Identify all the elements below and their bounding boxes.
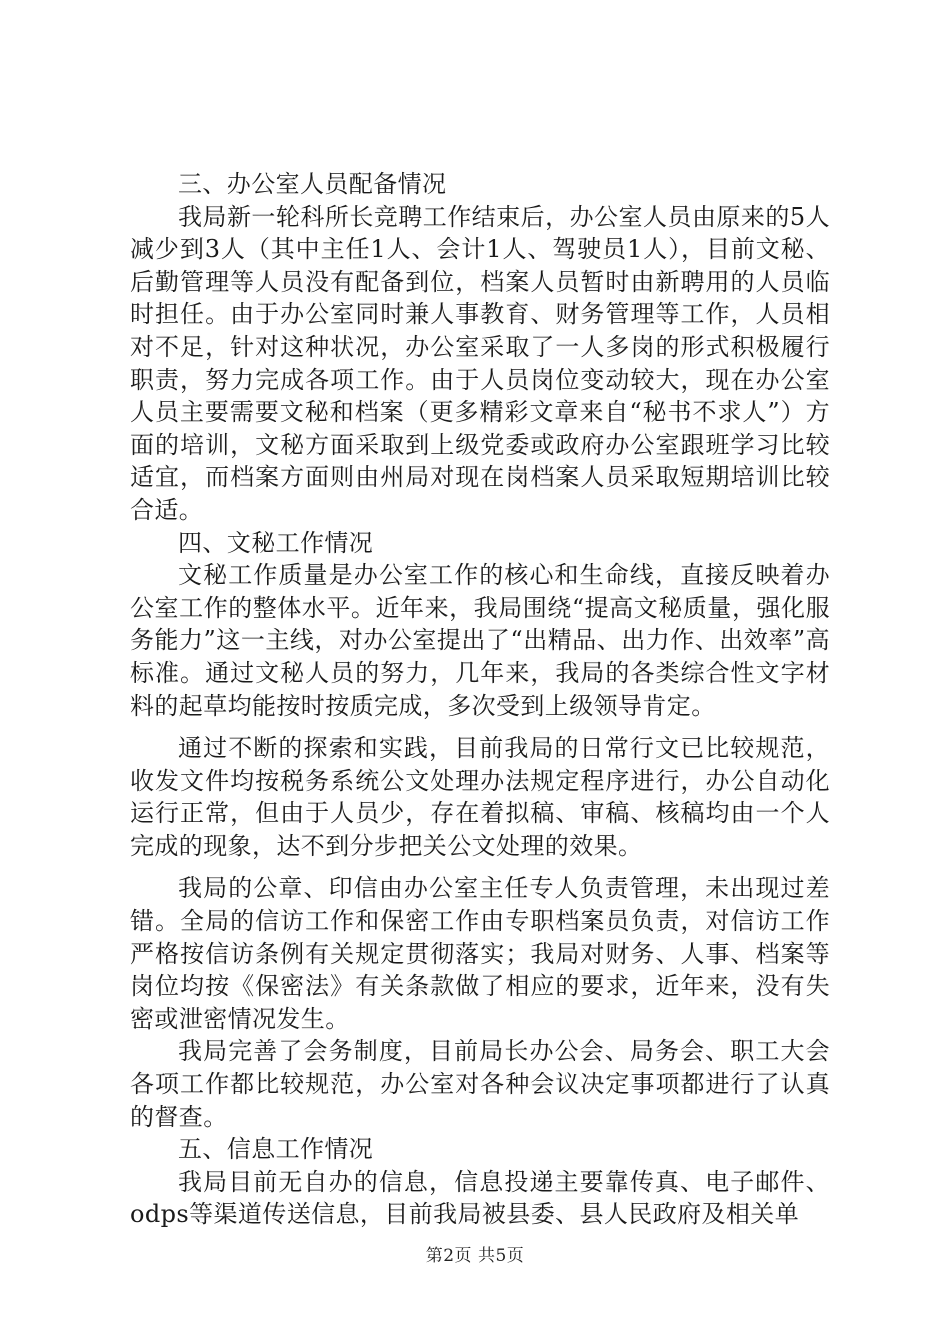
- section-heading: 五、信息工作情况: [178, 1135, 374, 1164]
- section-heading: 三、办公室人员配备情况: [178, 170, 447, 198]
- paragraph: 我局新一轮科所长竞聘工作结束后，办公室人员由原来的5人减少到3人（其中主任1人、会计1人、驾驶员1人），目前文秘、后勤管理等人员没有配备到位，档案人员暂时由新聘用的人员临时担任。由于办公室同时兼人事教育、财务管理等工作，人员相对不足，针对这种状况，办公室采取了一人多岗的形式积极履行职责，努力完成各项工作。由于人员岗位变动较大，现在办公室人员主要需要文秘和档案（更多精彩文章来自“秘书不求人”）方面的培训，文秘方面采取到上级党委或政府办公室跟班学习比较适宜，而档案方面则由州局对现在岗档案人员采取短期培训比较合适。: [130, 202, 830, 524]
- paragraph: 通过不断的探索和实践，目前我局的日常行文已比较规范，收发文件均按税务系统公文处理办法规定程序进行，办公自动化运行正常，但由于人员少，存在着拟稿、审稿、核稿均由一个人完成的现象，达不到分步把关公文处理的效果。: [130, 734, 830, 860]
- page-footer: 第2页 共5页: [425, 1246, 525, 1266]
- paragraph: 我局的公章、印信由办公室主任专人负责管理，未出现过差错。全局的信访工作和保密工作由专职档案员负责，对信访工作严格按信访条例有关规定贯彻落实；我局对财务、人事、档案等岗位均按《保密法》有关条款做了相应的要求，近年来，没有失密或泄密情况发生。: [130, 874, 830, 1033]
- document-body: [130, 168, 830, 1231]
- paragraph: 文秘工作质量是办公室工作的核心和生命线，直接反映着办公室工作的整体水平。近年来，我局围绕“提高文秘质量，强化服务能力”这一主线，对办公室提出了“出精品、出力作、出效率”高标准。通过文秘人员的努力，几年来，我局的各类综合性文字材料的起草均能按时按质完成，多次受到上级领导肯定。: [130, 561, 830, 720]
- paragraph: 我局目前无自办的信息，信息投递主要靠传真、电子邮件、odps等渠道传送信息，目前我局被县委、县人民政府及相关单: [130, 1167, 830, 1229]
- section-heading: 四、文秘工作情况: [178, 528, 374, 557]
- paragraph: 我局完善了会务制度，目前局长办公会、局务会、职工大会各项工作都比较规范，办公室对各种会议决定事项都进行了认真的督查。: [130, 1037, 830, 1131]
